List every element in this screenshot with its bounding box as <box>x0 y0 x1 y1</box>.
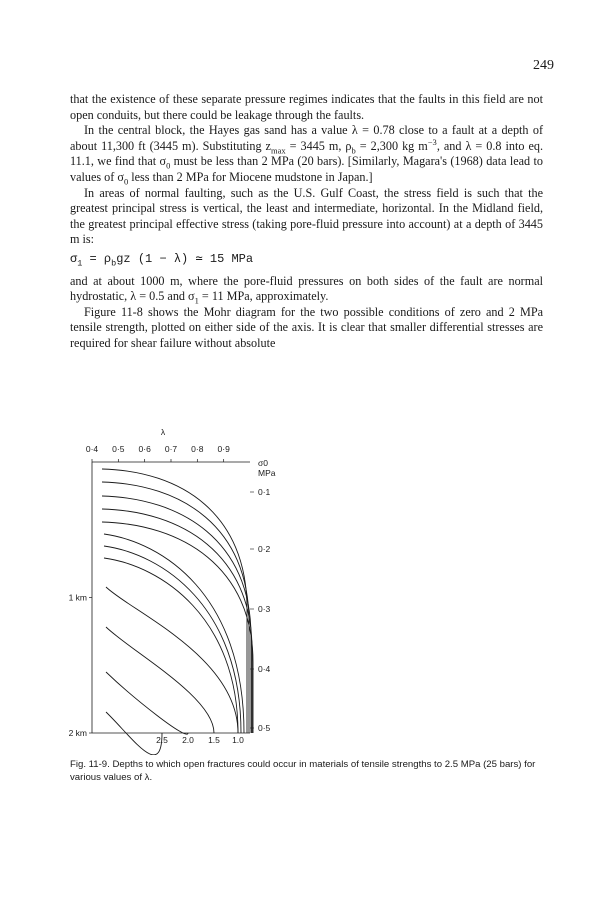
page-number: 249 <box>533 58 554 73</box>
sigma-curve <box>102 482 249 733</box>
top-tick-label: 0·8 <box>191 444 204 454</box>
sigma-curve <box>102 496 251 733</box>
sigma-curve <box>104 534 244 733</box>
body-text <box>70 92 543 352</box>
sigma-curve <box>104 558 238 733</box>
right-axis-unit: MPa <box>258 468 276 478</box>
sigma-curve <box>102 469 247 733</box>
figure-caption <box>70 758 550 784</box>
right-tick-label: 0·3 <box>258 604 271 614</box>
paragraph-5: Figure 11-8 shows the Mohr diagram for the two possible conditions of zero and 2 MPa tensile strength, plotted on either side of the axis. It is clear that smaller differential stresses are required for shear failure without absolute <box>70 304 543 350</box>
paragraph-1: that the existence of these separate pressure regimes indicates that the faults in this field are not open conduits, but there could be leakage through the faults. <box>70 92 543 122</box>
sigma-curve <box>102 522 253 733</box>
depth-lambda-figure <box>60 410 300 755</box>
right-tick-label: 0·4 <box>258 664 271 674</box>
sigma-curve <box>102 509 252 733</box>
caption-label: Fig. 11-9. <box>70 759 110 770</box>
sigma-curve <box>104 546 241 733</box>
paragraph-4: and at about 1000 m, where the pore-fluid pressures on both sides of the fault are normal hydrostatic, λ = 0.5 and $\sigma_1 = 11$ MPa, approximately. <box>70 273 543 306</box>
sigma-curve <box>106 712 162 755</box>
right-tick-label: 0·1 <box>258 487 271 497</box>
bottom-tick-label: 2.5 <box>156 735 168 745</box>
right-axis-label: σ0 <box>258 458 268 468</box>
depth-label: 2 km <box>68 728 87 738</box>
top-tick-label: 0·5 <box>112 444 125 454</box>
caption-text: Depths to which open fractures could occur in materials of tensile strengths to 2.5 MPa (25 bars) for various values of λ. <box>70 759 536 783</box>
labels <box>69 427 276 745</box>
top-tick-label: 0·6 <box>138 444 151 454</box>
top-tick-label: 0·9 <box>217 444 230 454</box>
top-axis-label: λ <box>160 427 166 437</box>
curves <box>102 469 253 755</box>
axes <box>89 459 254 733</box>
equation: $\sigma_1 = \rho_bgz$ (1 − λ) ≃ 15 MPa <box>70 251 254 269</box>
paragraph-2: In the central block, the Hayes gas sand has a value λ = 0.78 close to a fault at a depth of about 11,300 ft (3445 m). Substituting $z_{max} = 3445$ m, $\rho_b = 2,300$ kg $m^{-3}$, and λ = 0.8 into eq. 11.1, we find that $\sigma_0$ must be less than 2 MPa (20 bars). [Similarly, Magara's (1968) data lead to values of $\sigma_0$ less than 2 MPa for Miocene mudstone in Japan.] <box>70 123 544 187</box>
right-tick-label: 0·5 <box>258 723 271 733</box>
top-tick-label: 0·4 <box>85 444 99 454</box>
bottom-tick-label: 1.5 <box>208 735 220 745</box>
depth-label: 1 km <box>68 592 87 603</box>
bottom-tick-label: 1.0 <box>232 735 244 745</box>
paragraph-3: In areas of normal faulting, such as the U.S. Gulf Coast, the stress field is such that the greatest principal stress is vertical, the least and intermediate, horizontal. In the Midland field, the greatest principal effective stress (taking pore-fluid pressure into account) at a depth of 3445 m is: <box>70 185 543 247</box>
sigma-curve <box>106 587 238 733</box>
bottom-tick-label: 2.0 <box>182 735 194 745</box>
right-tick-label: 0·2 <box>258 544 271 554</box>
sigma-curve <box>106 627 214 733</box>
top-tick-label: 0·7 <box>164 444 178 454</box>
